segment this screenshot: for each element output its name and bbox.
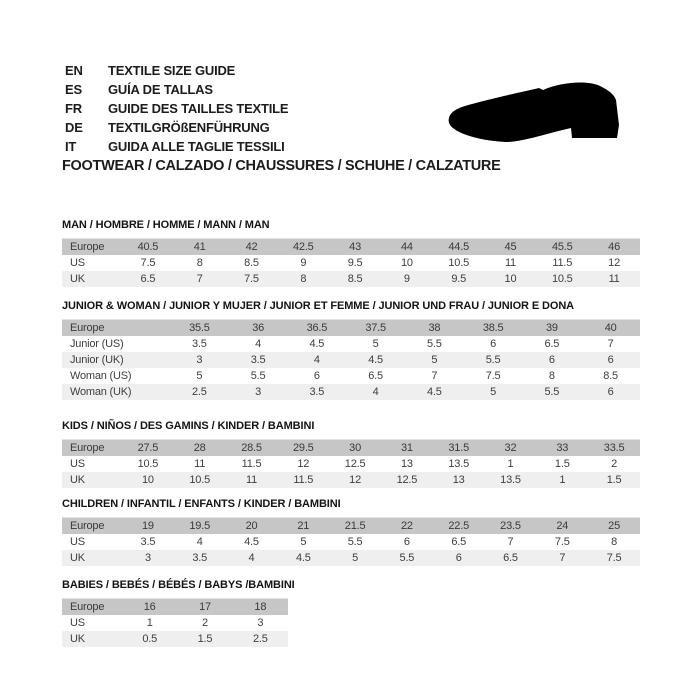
size-cell: 31 — [400, 442, 413, 454]
section-title-babies: BABIES / BEBÉS / BÉBÉS / BABYS /BAMBINI — [62, 579, 295, 591]
size-cell: 7 — [196, 273, 203, 285]
size-cell: 38 — [428, 322, 441, 334]
size-cell: 5.5 — [347, 536, 363, 548]
size-cell: 8.5 — [603, 370, 618, 382]
row-label: Junior (UK) — [70, 354, 124, 366]
size-cell: 6.5 — [451, 536, 467, 548]
size-cell: 12 — [349, 474, 361, 486]
size-cell: 22.5 — [448, 520, 469, 532]
language-row — [65, 99, 288, 118]
size-cell: 3 — [196, 354, 203, 366]
size-cell: 5 — [372, 338, 379, 350]
size-cell: 10.5 — [137, 458, 159, 470]
size-cell: 3.5 — [309, 386, 325, 398]
size-cell: 7 — [507, 536, 514, 548]
table-row — [62, 631, 288, 647]
size-cell: 4.5 — [309, 338, 325, 350]
size-cell: 1 — [507, 458, 514, 470]
size-cell: 5 — [196, 370, 203, 382]
size-table-man — [62, 238, 640, 287]
size-cell: 37.5 — [365, 322, 386, 334]
size-cell: 36.5 — [306, 322, 328, 334]
size-cell: 39 — [545, 322, 558, 334]
category-title: FOOTWEAR / CALZADO / CHAUSSURES / SCHUHE / CALZATURE — [62, 158, 501, 174]
size-cell: 4 — [196, 536, 203, 548]
row-label: US — [70, 257, 85, 269]
row-label: Europe — [70, 520, 105, 532]
language-code: IT — [65, 139, 77, 154]
size-table — [62, 517, 640, 566]
size-cell: 6.5 — [140, 273, 156, 285]
size-cell: 36 — [252, 322, 265, 334]
size-cell: 28 — [193, 442, 206, 454]
table-header-row — [62, 239, 640, 256]
size-cell: 6 — [607, 386, 614, 398]
size-cell: 33 — [556, 442, 569, 454]
table-header-row — [62, 440, 640, 457]
size-cell: 7.5 — [554, 536, 570, 548]
size-cell: 10 — [400, 257, 413, 269]
row-label: Junior (US) — [70, 338, 124, 350]
size-cell: 5.5 — [427, 338, 442, 350]
size-cell: 6 — [455, 552, 462, 564]
size-cell: 5.5 — [250, 370, 266, 382]
table-row — [62, 456, 640, 472]
language-label: GUIDE DES TAILLES TEXTILE — [108, 101, 289, 116]
size-cell: 6 — [313, 370, 320, 382]
size-cell: 2.5 — [252, 633, 268, 645]
size-cell: 19.5 — [189, 520, 210, 532]
size-cell: 22 — [400, 520, 413, 532]
size-cell: 33.5 — [603, 442, 625, 454]
size-cell: 8 — [548, 370, 555, 382]
language-row — [65, 80, 288, 99]
size-cell: 7.5 — [485, 370, 501, 382]
size-cell: 2.5 — [192, 386, 207, 398]
size-cell: 43 — [349, 241, 361, 253]
size-cell: 10.5 — [448, 257, 469, 269]
language-header — [65, 61, 288, 156]
size-cell: 30 — [349, 442, 361, 454]
table-header-row — [62, 599, 288, 616]
size-cell: 12.5 — [396, 474, 418, 486]
size-cell: 46 — [608, 241, 620, 253]
row-label: UK — [70, 474, 85, 486]
size-cell: 44 — [400, 241, 413, 253]
table-row — [62, 336, 640, 352]
section-title-children: CHILDREN / INFANTIL / ENFANTS / KINDER / BAMBINI — [62, 498, 341, 510]
row-label: Woman (UK) — [70, 386, 132, 398]
size-cell: 4 — [248, 552, 255, 564]
size-cell: 13 — [452, 474, 465, 486]
size-cell: 4.5 — [244, 536, 259, 548]
size-cell: 11 — [194, 458, 206, 470]
size-cell: 12 — [608, 257, 620, 269]
row-label: Woman (US) — [70, 370, 132, 382]
size-cell: 29.5 — [292, 442, 314, 454]
section-babies — [62, 579, 640, 647]
size-cell: 44.5 — [448, 241, 469, 253]
section-man — [62, 219, 640, 287]
size-cell: 10.5 — [551, 273, 573, 285]
section-junior-woman — [62, 300, 640, 400]
table-row — [62, 255, 640, 271]
size-cell: 6.5 — [544, 338, 560, 350]
size-cell: 1 — [559, 474, 566, 486]
size-cell: 4.5 — [427, 386, 442, 398]
dress-shoe-icon — [443, 80, 623, 150]
size-cell: 1 — [146, 617, 153, 629]
section-title-kids: KIDS / NIÑOS / DES GAMINS / KINDER / BAMBINI — [62, 420, 315, 432]
row-label: US — [70, 617, 85, 629]
size-cell: 6 — [548, 354, 555, 366]
size-cell: 13 — [400, 458, 413, 470]
section-title-junior-woman: JUNIOR & WOMAN / JUNIOR Y MUJER / JUNIOR ET FEMME / JUNIOR UND FRAU / JUNIOR E DONA — [62, 300, 575, 312]
size-cell: 21.5 — [344, 520, 366, 532]
size-cell: 10 — [141, 474, 154, 486]
size-table — [62, 319, 640, 400]
language-code: DE — [65, 120, 83, 135]
size-cell: 8 — [300, 273, 307, 285]
language-code: ES — [65, 82, 82, 97]
size-cell: 6.5 — [503, 552, 518, 564]
size-cell: 4 — [255, 338, 262, 350]
language-code: EN — [65, 63, 83, 78]
size-cell: 12 — [297, 458, 310, 470]
size-cell: 20 — [245, 520, 258, 532]
size-cell: 11.5 — [241, 458, 262, 470]
size-cell: 11 — [245, 474, 257, 486]
section-title-man: MAN / HOMBRE / HOMME / MANN / MAN — [62, 219, 270, 231]
size-sections — [62, 219, 640, 647]
size-cell: 7 — [431, 370, 438, 382]
table-header-row — [62, 320, 640, 337]
size-cell: 18 — [254, 601, 267, 613]
language-label: GUÍA DE TALLAS — [108, 82, 213, 97]
size-cell: 23.5 — [500, 520, 521, 532]
size-cell: 3 — [144, 552, 151, 564]
size-cell: 2 — [202, 617, 208, 629]
section-children — [62, 498, 640, 566]
size-cell: 11.5 — [293, 474, 314, 486]
size-cell: 8 — [611, 536, 618, 548]
size-cell: 5.5 — [485, 354, 501, 366]
size-cell: 7.5 — [244, 273, 259, 285]
size-cell: 5.5 — [399, 552, 415, 564]
size-cell: 6 — [607, 354, 614, 366]
size-cell: 3.5 — [192, 338, 207, 350]
size-cell: 11 — [504, 257, 516, 269]
table-row — [62, 271, 640, 287]
table-row — [62, 615, 288, 631]
size-cell: 0.5 — [142, 633, 158, 645]
size-cell: 11.5 — [552, 257, 573, 269]
size-cell: 27.5 — [137, 442, 159, 454]
size-cell: 5 — [490, 386, 497, 398]
size-cell: 5.5 — [544, 386, 560, 398]
size-cell: 40.5 — [137, 241, 159, 253]
size-cell: 7.5 — [606, 552, 622, 564]
language-row — [65, 137, 288, 156]
size-cell: 21 — [297, 520, 310, 532]
size-cell: 8 — [196, 257, 203, 269]
size-cell: 17 — [199, 601, 211, 613]
size-cell: 31.5 — [448, 442, 469, 454]
row-label: Europe — [70, 241, 105, 253]
language-row — [65, 118, 288, 137]
size-cell: 3.5 — [250, 354, 266, 366]
size-cell: 40 — [604, 322, 617, 334]
size-cell: 10.5 — [189, 474, 210, 486]
row-label: UK — [70, 633, 85, 645]
table-row — [62, 472, 640, 488]
table-row — [62, 384, 640, 400]
size-table-kids — [62, 439, 640, 488]
size-cell: 25 — [608, 520, 620, 532]
size-cell: 4 — [313, 354, 320, 366]
size-cell: 9.5 — [451, 273, 467, 285]
table-row — [62, 368, 640, 384]
language-label: TEXTILGRÖßENFÜHRUNG — [108, 120, 270, 135]
size-cell: 6 — [490, 338, 497, 350]
size-cell: 35.5 — [189, 322, 210, 334]
size-cell: 1.5 — [554, 458, 570, 470]
size-cell: 5 — [431, 354, 438, 366]
size-table — [62, 439, 640, 488]
row-label: Europe — [70, 442, 105, 454]
size-cell: 8.5 — [347, 273, 363, 285]
size-cell: 3 — [257, 617, 264, 629]
table-row — [62, 352, 640, 368]
size-cell: 4 — [372, 386, 379, 398]
size-cell: 1.5 — [197, 633, 213, 645]
row-label: US — [70, 458, 85, 470]
size-cell: 7 — [559, 552, 566, 564]
size-cell: 41 — [193, 241, 206, 253]
size-cell: 13.5 — [500, 474, 521, 486]
table-row — [62, 534, 640, 550]
size-cell: 42 — [245, 241, 258, 253]
size-cell: 45 — [504, 241, 517, 253]
size-cell: 8.5 — [244, 257, 259, 269]
size-cell: 1.5 — [606, 474, 622, 486]
size-cell: 5 — [352, 552, 359, 564]
section-kids — [62, 420, 640, 488]
size-cell: 5 — [300, 536, 307, 548]
size-cell: 38.5 — [482, 322, 504, 334]
size-cell: 2 — [611, 458, 618, 470]
size-cell: 9.5 — [347, 257, 363, 269]
size-table-junior-woman — [62, 319, 640, 400]
size-cell: 10 — [504, 273, 517, 285]
row-label: UK — [70, 552, 85, 564]
row-label: UK — [70, 273, 85, 285]
size-table — [62, 238, 640, 287]
language-row — [65, 61, 288, 80]
size-table-children — [62, 517, 640, 566]
size-cell: 7 — [607, 338, 614, 350]
size-cell: 3.5 — [140, 536, 156, 548]
row-label: Europe — [70, 322, 105, 334]
language-label: TEXTILE SIZE GUIDE — [108, 63, 236, 78]
size-cell: 6.5 — [368, 370, 383, 382]
size-cell: 42.5 — [292, 241, 314, 253]
size-cell: 32 — [504, 442, 517, 454]
language-code: FR — [65, 101, 82, 116]
size-cell: 24 — [556, 520, 569, 532]
size-cell: 9 — [403, 273, 410, 285]
size-cell: 13.5 — [448, 458, 469, 470]
size-table-babies — [62, 598, 640, 647]
table-row — [62, 550, 640, 566]
size-cell: 16 — [143, 601, 156, 613]
table-header-row — [62, 518, 640, 535]
size-cell: 9 — [300, 257, 307, 269]
size-cell: 4.5 — [368, 354, 383, 366]
size-cell: 4.5 — [295, 552, 311, 564]
size-cell: 12.5 — [344, 458, 366, 470]
size-cell: 45.5 — [551, 241, 573, 253]
size-cell: 3 — [255, 386, 262, 398]
row-label: US — [70, 536, 85, 548]
size-cell: 19 — [141, 520, 154, 532]
size-cell: 6 — [403, 536, 410, 548]
size-cell: 28.5 — [241, 442, 262, 454]
row-label: Europe — [70, 601, 105, 613]
size-cell: 7.5 — [140, 257, 156, 269]
size-table — [62, 598, 288, 647]
size-cell: 3.5 — [192, 552, 208, 564]
size-cell: 11 — [608, 273, 620, 285]
language-label: GUIDA ALLE TAGLIE TESSILI — [108, 139, 285, 154]
